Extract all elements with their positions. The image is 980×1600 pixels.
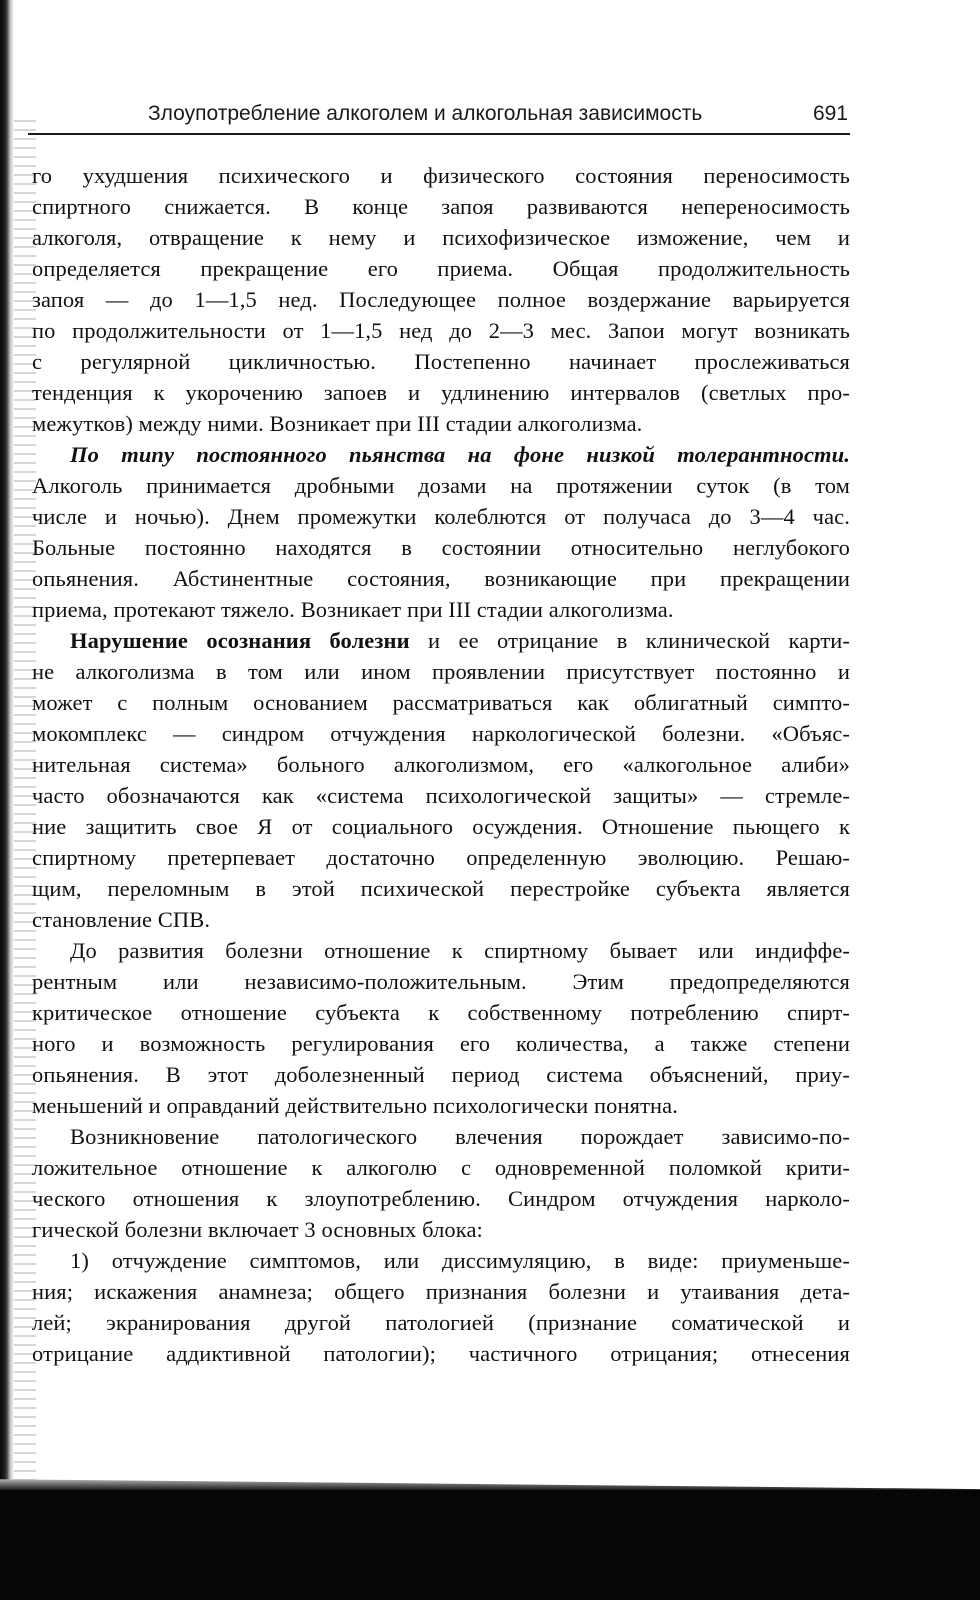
text-line: не алкоголизма в том или ином проявлении присутствует постоянно и [32,659,850,684]
text-line: ния; искажения анамнеза; общего признания болезни и утаивания дета- [32,1279,850,1304]
paragraph-start-line: Возникновение патологического влечения порождает зависимо-по- [70,1124,850,1149]
text-line: отрицание аддиктивной патологии); частичного отрицания; отнесения [32,1341,850,1366]
text-line: меньшений и оправданий действительно психологически понятна. [32,1093,678,1118]
text-line: опьянения. Абстинентные состояния, возникающие при прекращении [32,566,850,591]
text-line: с регулярной цикличностью. Постепенно начинает прослеживаться [32,349,850,374]
text-line: тенденция к укорочению запоев и удлинению интервалов (светлых про- [32,380,850,405]
text-line: спиртному претерпевает достаточно определенную эволюцию. Решаю- [32,845,850,870]
text-line: часто обозначаются как «система психологической защиты» — стремле- [32,783,850,808]
running-head [148,100,848,132]
page-number: 691 [812,102,848,125]
text-line: лей; экранирования другой патологией (признание соматической и [32,1310,850,1335]
paragraph-start-line: До развития болезни отношение к спиртному бывает или индиффе- [70,938,850,963]
text-line: го ухудшения психического и физического состояния переносимость [32,163,850,188]
scan-bottom-shadow [0,1490,980,1600]
text-line: становление СПВ. [32,907,211,932]
italic-run-in-heading: По типу постоянного пьянства на фоне низкой толерантности. [70,442,850,467]
text-line: рентным или независимо-положительным. Этим предопределяются [32,969,850,994]
text-line: числе и ночью). Днем промежутки колеблются от получаса до 3—4 час. [32,504,850,529]
text-line: по продолжительности от 1—1,5 нед до 2—3 мес. Запои могут возникать [32,318,850,343]
text-line: межутков) между ними. Возникает при III стадии алкоголизма. [32,411,643,436]
paragraph-heading-line [32,439,850,470]
text-line: опьянения. В этот доболезненный период система объяснений, приу- [32,1062,850,1087]
text-line: ческого отношения к злоупотреблению. Синдром отчуждения нарколо- [32,1186,850,1211]
text-line: критическое отношение субъекта к собственному потреблению спирт- [32,1000,850,1025]
text-line: ного и возможность регулирования его количества, а также степени [32,1031,850,1056]
text-line: спиртного снижается. В конце запоя развиваются непереносимость [32,194,850,219]
text-run: и ее отрицание в клинической карти- [409,628,850,653]
paragraph-start-line [32,625,850,656]
text-line: определяется прекращение его приема. Общая продолжительность [32,256,850,281]
list-item-line: 1) отчуждение симптомов, или диссимуляцию, в виде: приуменьше- [70,1248,850,1273]
scan-bottom-shadow-edge [0,1472,980,1490]
text-line: мокомплекс — синдром отчуждения наркологической болезни. «Объяс- [32,721,850,746]
text-line: Алкоголь принимается дробными дозами на протяжении суток (в том [32,473,850,498]
body-text [32,160,850,1369]
text-line: щим, переломным в этой психической перестройке субъекта является [32,876,850,901]
text-line: приема, протекают тяжело. Возникает при III стадии алкоголизма. [32,597,674,622]
text-line: запоя — до 1—1,5 нед. Последующее полное воздержание варьируется [32,287,850,312]
header-rule [28,133,850,135]
running-head-title: Злоупотребление алкоголем и алкогольная зависимость [148,102,703,125]
bold-run-in-term: Нарушение осознания болезни [70,628,410,653]
text-line: нительная система» больного алкоголизмом, его «алкогольное алиби» [32,752,850,777]
text-line: ложительное отношение к алкоголю с одновременной поломкой крити- [32,1155,850,1180]
text-line: гической болезни включает 3 основных блока: [32,1217,483,1242]
text-line: алкоголя, отвращение к нему и психофизическое изможение, чем и [32,225,850,250]
text-line: ние защитить свое Я от социального осуждения. Отношение пьющего к [32,814,850,839]
scan-binding-edge [0,0,14,1600]
text-line: может с полным основанием рассматриваться как облигатный симпто- [32,690,850,715]
text-line: Больные постоянно находятся в состоянии относительно неглубокого [32,535,850,560]
